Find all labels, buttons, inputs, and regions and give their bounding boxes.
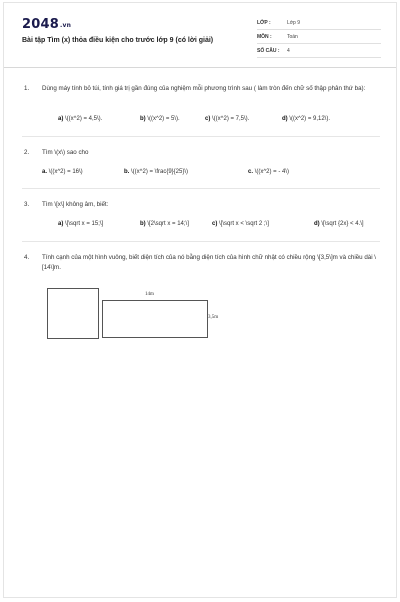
question-number: 4.	[24, 254, 30, 261]
option-b: b) \[2\sqrt x = 14;\]	[140, 221, 189, 227]
option-a: a) \[\sqrt x = 15;\]	[58, 221, 104, 227]
option-b: b) \((x^2) = 5\).	[140, 116, 180, 122]
option-a: a) \((x^2) = 4,5\).	[58, 116, 103, 122]
question-number: 3.	[24, 201, 30, 208]
question-number: 2.	[24, 149, 30, 156]
meta-grade	[257, 17, 381, 30]
divider	[22, 241, 380, 242]
question-1-options	[42, 116, 382, 126]
question-3-options	[42, 221, 382, 231]
figure-width-label: 3,5m	[208, 315, 219, 320]
question-text: Tìm \(x\) sao cho	[42, 149, 89, 156]
option-d: d) \[\sqrt {2x} < 4.\]	[314, 221, 364, 227]
question-text: Tính cạnh của một hình vuông, biết diện tích của nó bằng diện tích của hình chữ nhật có chiều rộng \[3,5\]m và chiều dài \[14\]m.	[42, 254, 377, 271]
meta-value: Toán	[287, 34, 298, 40]
question-2-options	[42, 169, 382, 179]
question-number: 1.	[24, 85, 30, 92]
document-header	[4, 3, 396, 68]
divider	[22, 188, 380, 189]
site-logo[interactable]	[22, 17, 71, 32]
option-c: c. \((x^2) = - 4\)	[248, 169, 290, 175]
question-text: Dùng máy tính bỏ túi, tính giá trị gần đúng của nghiệm mỗi phương trình sau ( làm tròn đến chữ số thập phân thứ ba):	[42, 85, 366, 92]
question-text: Tìm \[x\] không âm, biết:	[42, 201, 109, 208]
page-title: Bài tập Tìm (x) thỏa điều kiện cho trước lớp 9 (có lời giải)	[22, 37, 214, 44]
divider	[22, 136, 380, 137]
figure-length-label: 14m	[145, 292, 154, 297]
option-d: d) \((x^2) = 9,12\).	[282, 116, 331, 122]
meta-question-count	[257, 45, 381, 58]
logo-text: 2048	[22, 17, 59, 32]
meta-key: LỚP :	[257, 20, 271, 26]
meta-key: SỐ CÂU :	[257, 48, 280, 54]
document-page	[3, 2, 397, 598]
meta-key: MÔN :	[257, 34, 272, 40]
meta-subject	[257, 31, 381, 44]
figure-rectangle	[102, 300, 208, 338]
option-c: c) \[\sqrt x < \sqrt 2 ;\]	[212, 221, 269, 227]
option-b: b. \((x^2) = \frac{9}{25}\)	[124, 169, 189, 175]
meta-value: 4	[287, 48, 290, 54]
option-a: a. \((x^2) = 16\)	[42, 169, 83, 175]
figure-square	[47, 288, 99, 339]
option-c: c) \((x^2) = 7,5\).	[205, 116, 250, 122]
logo-suffix: .vn	[59, 22, 72, 29]
meta-value: Lớp 9	[287, 20, 301, 26]
